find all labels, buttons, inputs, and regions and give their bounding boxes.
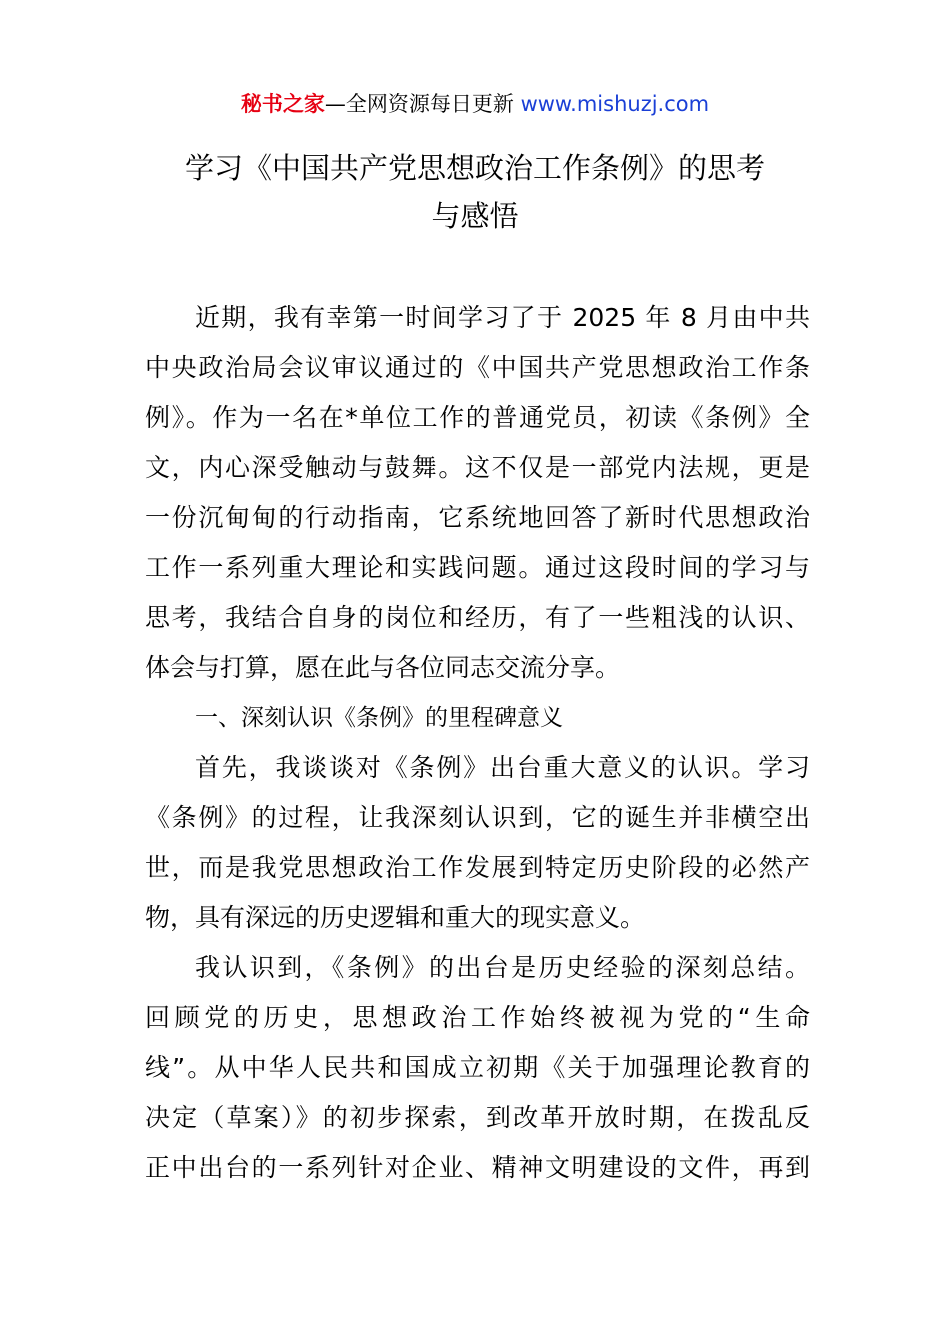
text-line: 中央政治局会议审议通过的《中国共产党思想政治工作条 [145,353,810,382]
text-line: 体会与打算，愿在此与各位同志交流分享。 [145,653,621,682]
text-line: 正中出台的一系列针对企业、精神文明建设的文件，再到 [145,1153,810,1182]
text-line: 首先，我谈谈对《条例》出台重大意义的认识。学习 [195,753,810,782]
header-tagline: —全网资源每日更新 [324,92,521,116]
title-line: 与感悟 [431,199,519,233]
document-title [130,144,820,240]
paragraph [145,743,810,943]
document-body [145,293,810,1193]
text-line: 近期，我有幸第一时间学习了于 2025 年 8 月由中共 [195,303,810,332]
text-line: 思考，我结合自身的岗位和经历，有了一些粗浅的认识、 [145,603,810,632]
paragraph [145,943,810,1193]
brand-name: 秘书之家 [240,92,325,116]
paragraph [145,293,810,693]
heading-line: 一、深刻认识《条例》的里程碑意义 [195,705,563,731]
text-line: 文，内心深受触动与鼓舞。这不仅是一部党内法规，更是 [145,453,810,482]
text-line: 物，具有深远的历史逻辑和重大的现实意义。 [145,903,646,932]
site-header [0,86,950,122]
site-url-link[interactable]: www.mishuzj.com [520,92,710,116]
text-line: 工作一系列重大理论和实践问题。通过这段时间的学习与 [145,553,810,582]
text-line: 回顾党的历史，思想政治工作始终被视为党的“生命 [145,1003,810,1032]
text-line: 例》。作为一名在*单位工作的普通党员，初读《条例》全 [145,403,810,432]
section-heading [145,693,810,743]
text-line: 我认识到，《条例》的出台是历史经验的深刻总结。 [195,953,810,982]
text-line: 线”。从中华人民共和国成立初期《关于加强理论教育的 [145,1053,810,1082]
text-line: 《条例》的过程，让我深刻认识到，它的诞生并非横空出 [145,803,810,832]
text-line: 世，而是我党思想政治工作发展到特定历史阶段的必然产 [145,853,810,882]
title-line: 学习《中国共产党思想政治工作条例》的思考 [184,151,765,185]
text-line: 决定（草案）》的初步探索，到改革开放时期，在拨乱反 [145,1103,810,1132]
text-line: 一份沉甸甸的行动指南，它系统地回答了新时代思想政治 [145,503,810,532]
